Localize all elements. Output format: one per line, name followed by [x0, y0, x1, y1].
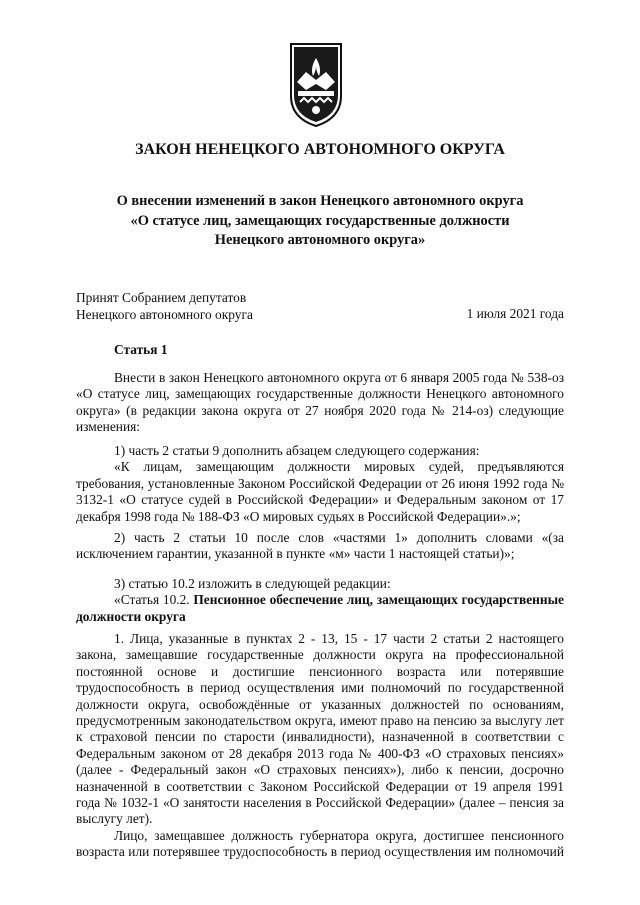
adoption-body — [76, 290, 253, 323]
adoption-date: 1 июля 2021 года — [466, 306, 564, 321]
item-1: 1) часть 2 статьи 9 дополнить абзацем следующего содержания: — [114, 443, 480, 458]
article-intro: Внести в закон Ненецкого автономного округа от 6 января 2005 года № 538-оз «О статусе лиц, замещающих государственные должности Ненецкого автономного округа» (в редакции закона округа от 27 ноября 2020 года № 214-оз) следующие изменения: — [76, 370, 564, 435]
coat-of-arms-emblem — [289, 42, 343, 128]
item-3-title: Пенсионное обеспечение лиц, замещающих государственные должности округа — [76, 592, 564, 624]
law-subtitle — [60, 192, 580, 251]
subtitle-line: О внесении изменений в закон Ненецкого автономного округа — [116, 193, 524, 209]
adoption-line: Ненецкого автономного округа — [76, 306, 253, 322]
subtitle-line: Ненецкого автономного округа» — [214, 232, 426, 248]
subtitle-line: «О статусе лиц, замещающих государственные должности — [130, 212, 510, 229]
pension-paragraph-2: Лицо, замещавшее должность губернатора округа, достигшее пенсионного возраста или потерявшее трудоспособность в период осуществления им полномочий — [76, 827, 564, 860]
article-heading: Статья 1 — [114, 342, 168, 357]
law-title: ЗАКОН НЕНЕЦКОГО АВТОНОМНОГО ОКРУГА — [135, 141, 505, 158]
item-3-prefix: «Статья 10.2. — [114, 592, 190, 608]
item-2-block — [76, 530, 564, 563]
item-1-block — [76, 443, 564, 525]
pension-block — [76, 631, 564, 861]
item-3: 3) статью 10.2 изложить в следующей редакции: — [114, 576, 391, 591]
article-intro-block — [76, 370, 564, 436]
item-1-quote: «К лицам, замещающим должности мировых судей, предъявляются требования, установленные Законом Российской Федерации от 26 июня 1992 года № 3132-1 «О статусе судей в Российской Федерации» и Федеральным законом от 17 декабря 1998 года № 188-ФЗ «О мировых судьях в Российской Федерации».»; — [76, 459, 564, 524]
item-3-heading — [76, 592, 564, 625]
adoption-line: Принят Собранием депутатов — [76, 290, 247, 305]
item-3-block — [76, 576, 564, 625]
pension-paragraph-1: 1. Лица, указанные в пунктах 2 - 13, 15 - 17 части 2 статьи 2 настоящего закона, замещавшие государственные должности округа на профессиональной постоянной основе и достигшие пенсионного возраста или потерявшие трудоспособность в период осуществления ими полномочий по государственной должности округа, освобождённые от указанных должностей по основаниям, предусмотренным законодательством округа, имеют право на пенсию за выслугу лет к страховой пенсии по старости (инвалидности), назначенной в соответствии с Федеральным законом от 28 декабря 2013 года № 400-ФЗ «О страховых пенсиях» (далее - Федеральный закон «О страховых пенсиях»), либо к пенсии, досрочно назначенной в соответствии с Законом Российской Федерации от 19 апреля 1991 года № 1032-1 «О занятости населения в Российской Федерации» (далее – пенсия за выслугу лет). — [76, 631, 564, 827]
item-2: 2) часть 2 статьи 10 после слов «частями 1» дополнить словами «(за исключением гарантии, указанной в пункте «м» части 1 настоящей статьи)»; — [76, 530, 564, 562]
